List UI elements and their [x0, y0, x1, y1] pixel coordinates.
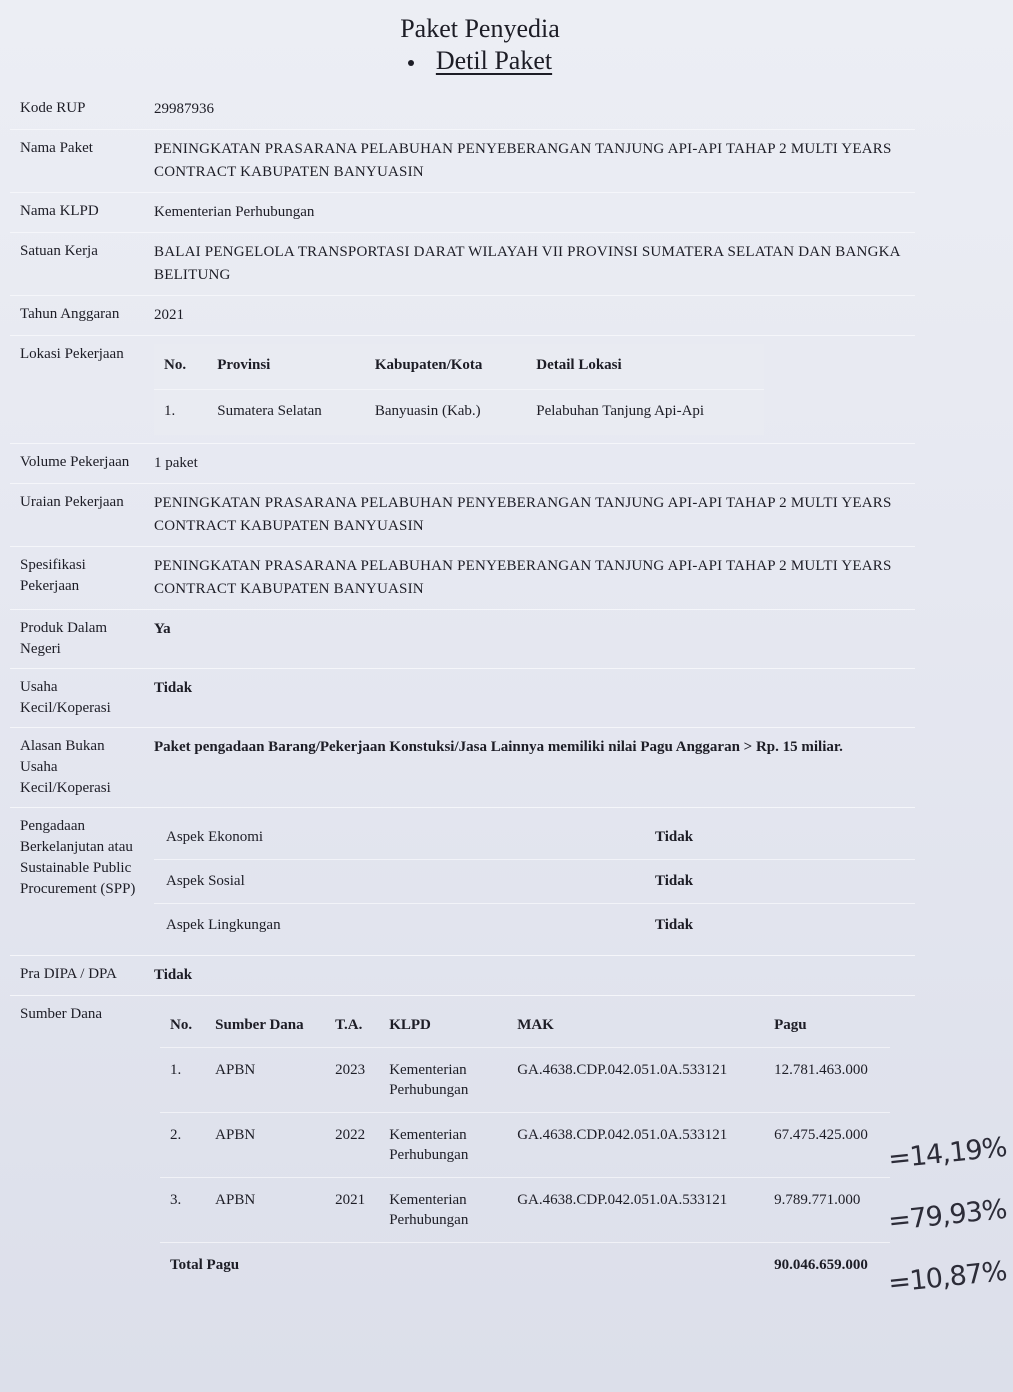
cell-mak: GA.4638.CDP.042.051.0A.533121	[507, 1048, 764, 1113]
row-alasan	[10, 727, 915, 807]
row-nama-paket	[10, 129, 915, 192]
row-kode-rup	[10, 90, 915, 129]
label-usaha-kecil: Usaha Kecil/Koperasi	[20, 679, 111, 716]
cell-pagu: 67.475.425.000	[764, 1113, 890, 1178]
label-spesifikasi: Spesifikasi Pekerjaan	[20, 557, 86, 594]
table-row	[154, 904, 915, 948]
cell-klpd: Kementerian Perhubungan	[379, 1048, 507, 1113]
value-satuan-kerja: BALAI PENGELOLA TRANSPORTASI DARAT WILAYAH VII PROVINSI SUMATERA SELATAN DAN BANGKA BELITUNG	[154, 244, 900, 283]
spp-aspect: Aspek Sosial	[154, 860, 643, 904]
fund-table	[160, 1004, 890, 1287]
bullet-icon	[408, 60, 414, 66]
cell-kabupaten: Banyuasin (Kab.)	[365, 390, 526, 436]
value-nama-klpd: Kementerian Perhubungan	[154, 204, 315, 220]
label-tahun-anggaran: Tahun Anggaran	[20, 306, 120, 322]
spp-value: Tidak	[643, 904, 915, 948]
cell-pagu: 9.789.771.000	[764, 1178, 890, 1243]
package-detail	[10, 90, 915, 1295]
row-usaha-kecil	[10, 668, 915, 727]
label-lokasi: Lokasi Pekerjaan	[20, 346, 124, 362]
row-nama-klpd	[10, 192, 915, 232]
label-nama-klpd: Nama KLPD	[20, 203, 99, 219]
value-usaha-kecil: Tidak	[154, 680, 193, 696]
value-pra-dipa: Tidak	[154, 967, 193, 983]
label-volume: Volume Pekerjaan	[20, 454, 130, 470]
label-produk-dalam-negeri: Produk Dalam Negeri	[20, 620, 108, 657]
value-alasan: Paket pengadaan Barang/Pekerjaan Konstuksi/Jasa Lainnya memiliki nilai Pagu Anggaran > Rp. 15 miliar.	[154, 739, 843, 755]
cell-ta: 2022	[325, 1113, 379, 1178]
value-sumber-dana	[142, 996, 915, 1295]
value-nama-paket: PENINGKATAN PRASARANA PELABUHAN PENYEBERANGAN TANJUNG API-API TAHAP 2 MULTI YEARS CONTRACT KABUPATEN BANYUASIN	[154, 141, 892, 180]
page-title: Paket Penyedia	[400, 14, 560, 43]
col-no: No.	[164, 357, 187, 373]
total-label: Total Pagu	[160, 1243, 764, 1288]
label-nama-paket: Nama Paket	[20, 140, 93, 156]
cell-mak: GA.4638.CDP.042.051.0A.533121	[507, 1113, 764, 1178]
handwritten-note: =10,87%	[886, 1255, 1008, 1300]
handwritten-note: =79,93%	[886, 1193, 1008, 1238]
total-row	[160, 1243, 890, 1288]
cell-klpd: Kementerian Perhubungan	[379, 1178, 507, 1243]
label-pra-dipa: Pra DIPA / DPA	[20, 966, 117, 982]
value-uraian: PENINGKATAN PRASARANA PELABUHAN PENYEBERANGAN TANJUNG API-API TAHAP 2 MULTI YEARS CONTRACT KABUPATEN BANYUASIN	[154, 495, 892, 534]
row-spp	[10, 807, 915, 955]
value-spesifikasi: PENINGKATAN PRASARANA PELABUHAN PENYEBERANGAN TANJUNG API-API TAHAP 2 MULTI YEARS CONTRACT KABUPATEN BANYUASIN	[154, 558, 892, 597]
row-lokasi	[10, 335, 915, 443]
col-provinsi: Provinsi	[217, 357, 271, 373]
label-spp: Pengadaan Berkelanjutan atau Sustainable Public Procurement (SPP)	[20, 818, 136, 897]
row-tahun-anggaran	[10, 295, 915, 335]
col-kabupaten: Kabupaten/Kota	[374, 357, 483, 373]
table-row	[160, 1178, 890, 1243]
table-row	[160, 1113, 890, 1178]
spp-value: Tidak	[655, 829, 694, 845]
handwritten-note: =14,19%	[886, 1131, 1008, 1176]
cell-no: 1.	[154, 390, 207, 436]
spp-aspect: Aspek Lingkungan	[154, 904, 643, 948]
col-ta: T.A.	[335, 1017, 363, 1033]
row-volume	[10, 443, 915, 483]
col-pagu: Pagu	[774, 1017, 807, 1033]
cell-sumber: APBN	[205, 1178, 325, 1243]
cell-ta: 2021	[325, 1178, 379, 1243]
location-header-row	[154, 344, 764, 390]
col-mak: MAK	[517, 1017, 554, 1033]
value-lokasi	[142, 336, 915, 443]
row-spesifikasi	[10, 546, 915, 609]
value-volume: 1 paket	[154, 455, 198, 471]
col-sumber-dana: Sumber Dana	[215, 1017, 304, 1033]
cell-no: 3.	[160, 1178, 205, 1243]
cell-klpd: Kementerian Perhubungan	[379, 1113, 507, 1178]
row-produk-dalam-negeri	[10, 609, 915, 668]
cell-detail-lokasi: Pelabuhan Tanjung Api-Api	[526, 390, 764, 436]
value-kode-rup: 29987936	[154, 101, 214, 117]
row-sumber-dana	[10, 995, 915, 1295]
label-satuan-kerja: Satuan Kerja	[20, 243, 98, 259]
spp-value: Tidak	[643, 860, 915, 904]
cell-provinsi: Sumatera Selatan	[207, 390, 365, 436]
value-spp	[142, 808, 915, 955]
subtitle-text: Detil Paket	[435, 46, 553, 75]
table-row	[160, 1048, 890, 1113]
col-no: No.	[170, 1017, 193, 1033]
fund-header-row	[160, 1004, 890, 1048]
cell-ta: 2023	[325, 1048, 379, 1113]
spp-aspect: Aspek Ekonomi	[166, 829, 264, 845]
col-detail-lokasi: Detail Lokasi	[536, 357, 622, 373]
cell-no: 2.	[160, 1113, 205, 1178]
table-row	[154, 390, 764, 436]
label-alasan: Alasan Bukan Usaha Kecil/Koperasi	[20, 738, 111, 796]
page-subtitle	[0, 46, 960, 76]
row-pra-dipa	[10, 955, 915, 995]
table-row	[154, 816, 915, 860]
value-produk-dalam-negeri: Ya	[154, 621, 171, 637]
row-satuan-kerja	[10, 232, 915, 295]
cell-no: 1.	[160, 1048, 205, 1113]
row-uraian	[10, 483, 915, 546]
label-kode-rup: Kode RUP	[20, 100, 86, 116]
label-sumber-dana: Sumber Dana	[20, 1006, 103, 1022]
cell-pagu: 12.781.463.000	[764, 1048, 890, 1113]
label-uraian: Uraian Pekerjaan	[20, 494, 124, 510]
spp-table	[154, 816, 915, 947]
cell-mak: GA.4638.CDP.042.051.0A.533121	[507, 1178, 764, 1243]
total-value: 90.046.659.000	[764, 1243, 890, 1288]
col-klpd: KLPD	[389, 1017, 431, 1033]
value-tahun-anggaran: 2021	[154, 307, 184, 323]
location-table	[154, 344, 764, 435]
cell-sumber: APBN	[205, 1113, 325, 1178]
title-block	[0, 14, 960, 76]
cell-sumber: APBN	[205, 1048, 325, 1113]
table-row	[154, 860, 915, 904]
